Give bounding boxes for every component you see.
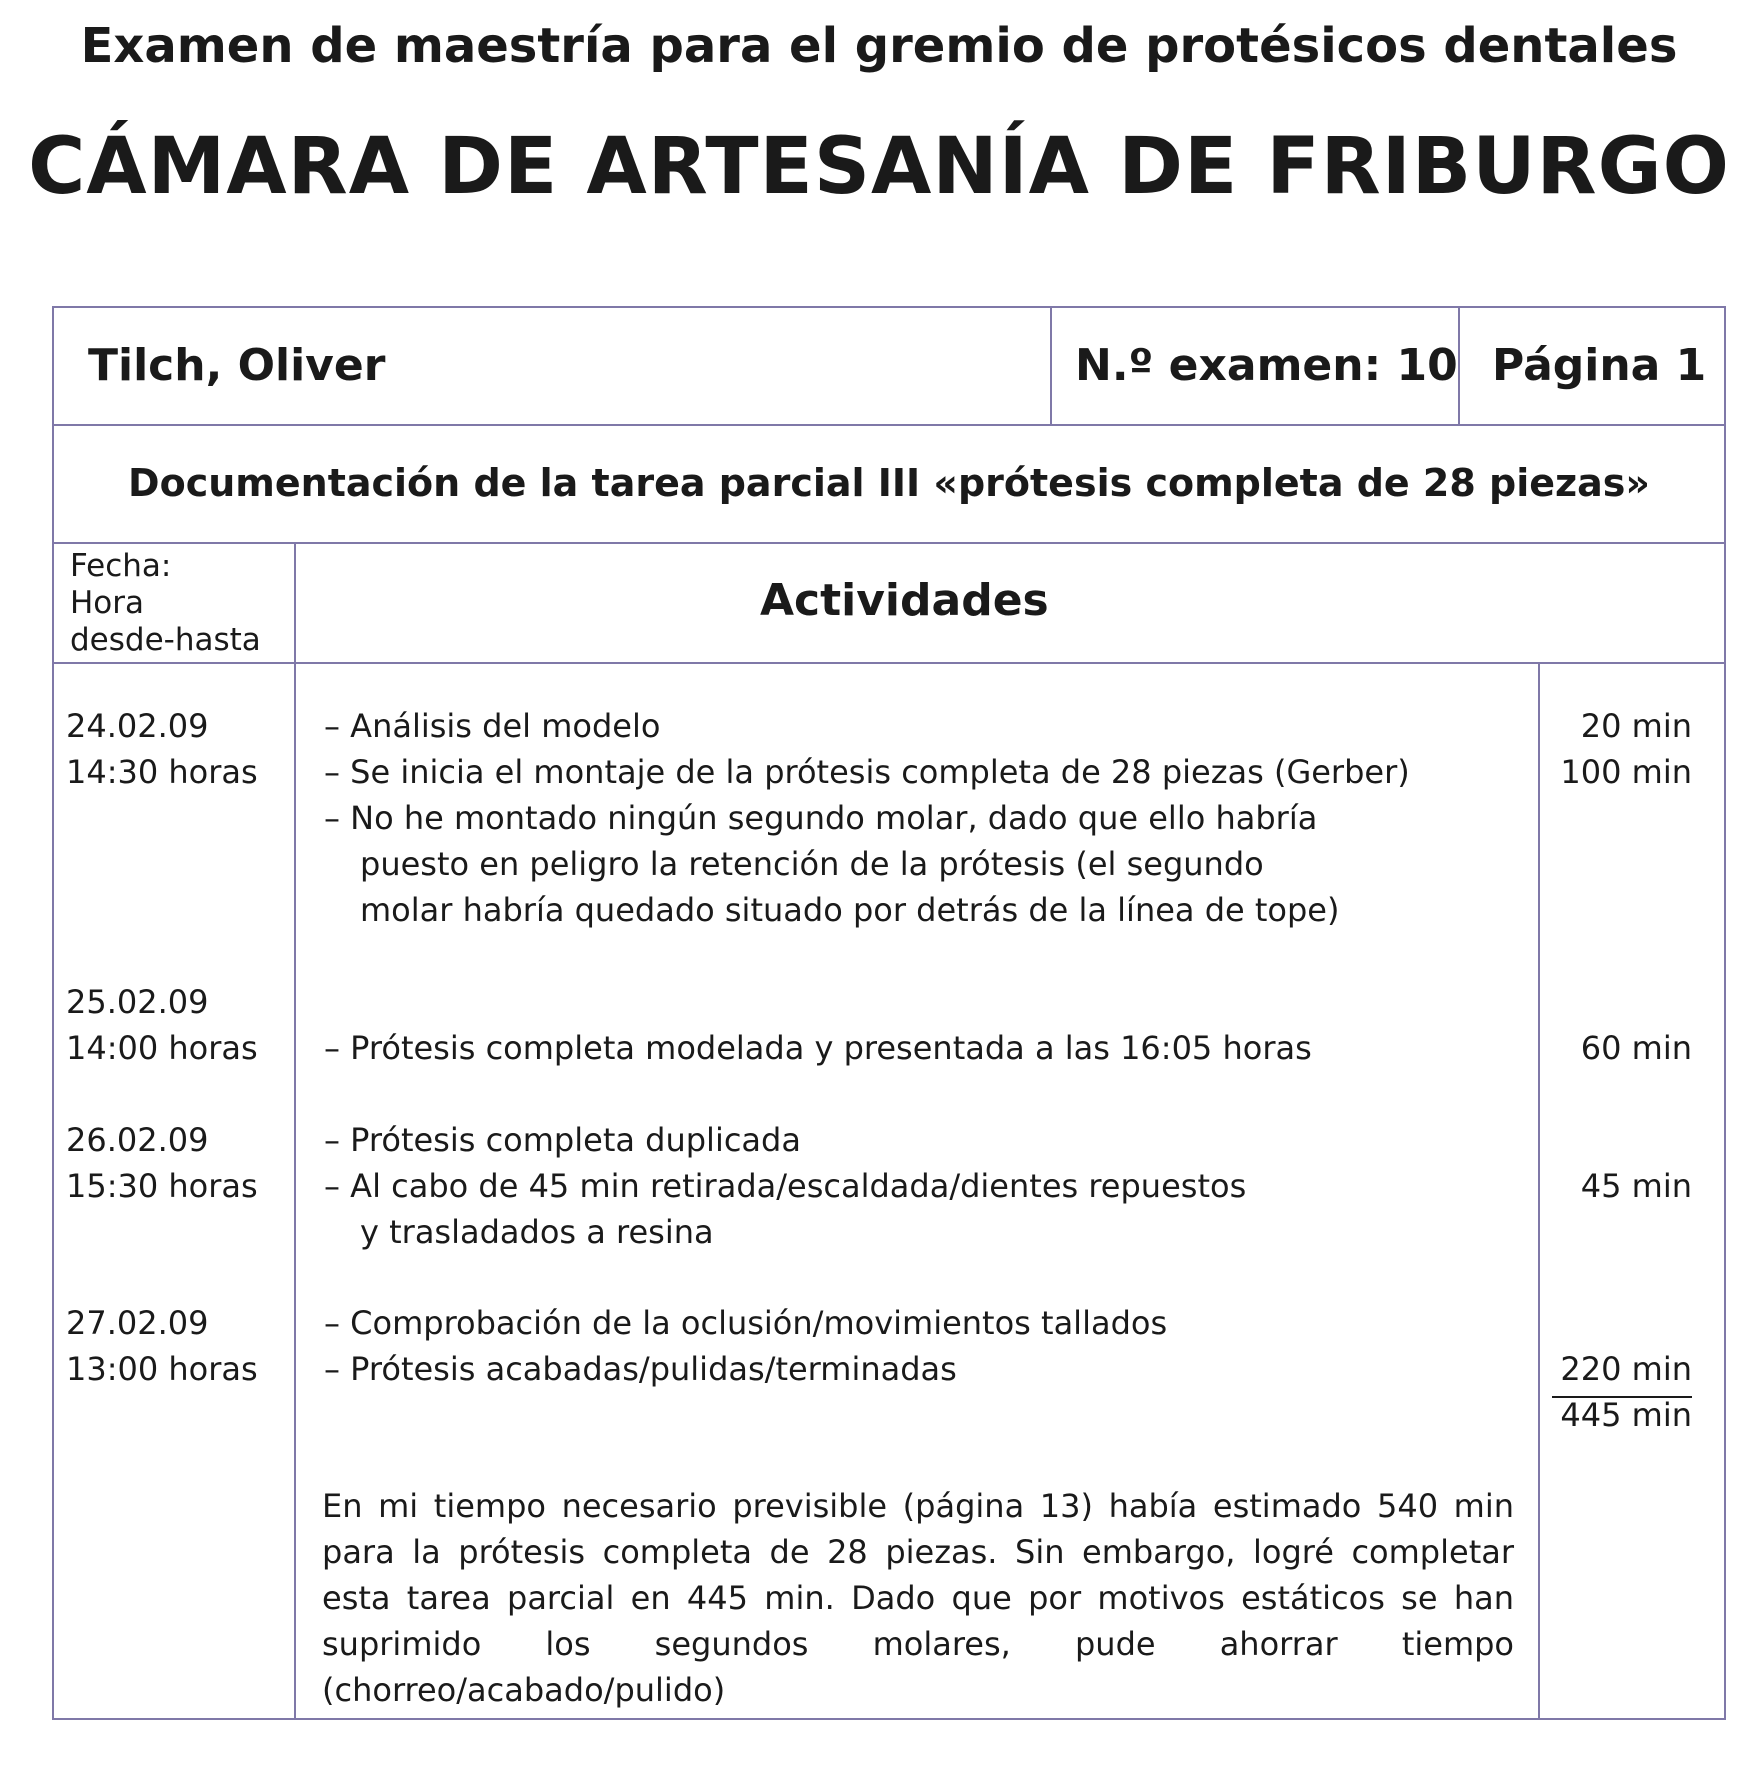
activity-line: – Prótesis completa duplicada: [324, 1121, 801, 1159]
duration-value: 100 min: [1560, 753, 1692, 791]
duration-value: 45 min: [1580, 1167, 1692, 1205]
activity-line: – Comprobación de la oclusión/movimientos tallados: [324, 1304, 1168, 1342]
date-header-line-2: Hora: [70, 585, 145, 621]
activity-line: – Prótesis completa modelada y presentada a las 16:05 horas: [324, 1029, 1312, 1067]
exam-number: N.º examen: 10: [1075, 340, 1458, 391]
activity-line: – Al cabo de 45 min retirada/escaldada/dientes repuestos: [324, 1167, 1247, 1205]
entry-date: 24.02.09: [66, 707, 209, 745]
exam-subtitle: Examen de maestría para el gremio de protésicos dentales: [80, 18, 1678, 74]
page-number: Página 1: [1492, 340, 1707, 391]
activity-line: y trasladados a resina: [360, 1213, 714, 1251]
duration-value: 20 min: [1580, 707, 1692, 745]
entry-date: 26.02.09: [66, 1121, 209, 1159]
section-title: Documentación de la tarea parcial III «prótesis completa de 28 piezas»: [128, 461, 1650, 505]
entry-date: 27.02.09: [66, 1304, 209, 1342]
date-header-line-3: desde-hasta: [70, 622, 261, 658]
entry-time: 15:30 horas: [66, 1167, 258, 1205]
duration-value: 60 min: [1580, 1029, 1692, 1067]
entry-time: 14:00 horas: [66, 1029, 258, 1067]
chamber-title: CÁMARA DE ARTESANÍA DE FRIBURGO: [28, 122, 1730, 212]
summary-paragraph: En mi tiempo necesario previsible (página 13) había estimado 540 min para la prótesis completa de 28 piezas. Sin embargo, logré completar esta tarea parcial en 445 min. Dado que por motivos estáticos se han suprimido los segundos molares, pude ahorrar tiempo (chorreo/acabado/pulido): [322, 1487, 1514, 1709]
duration-value: 220 min: [1560, 1350, 1692, 1388]
activity-line: – Prótesis acabadas/pulidas/terminadas: [324, 1350, 957, 1388]
activities-header: Actividades: [760, 575, 1049, 626]
section-title-frame: [52, 424, 1726, 544]
total-duration: 445 min: [1560, 1396, 1692, 1434]
candidate-name: Tilch, Oliver: [88, 340, 386, 391]
activity-line: – Se inicia el montaje de la prótesis completa de 28 piezas (Gerber): [324, 753, 1410, 791]
activity-line: molar habría quedado situado por detrás de la línea de tope): [360, 891, 1340, 929]
entry-time: 13:00 horas: [66, 1350, 258, 1388]
entry-time: 14:30 horas: [66, 753, 258, 791]
entry-date: 25.02.09: [66, 983, 209, 1021]
activity-line: – No he montado ningún segundo molar, dado que ello habría: [324, 799, 1318, 837]
activity-line: puesto en peligro la retención de la prótesis (el segundo: [360, 845, 1264, 883]
activity-line: – Análisis del modelo: [324, 707, 661, 745]
date-header-line-1: Fecha:: [70, 548, 172, 584]
